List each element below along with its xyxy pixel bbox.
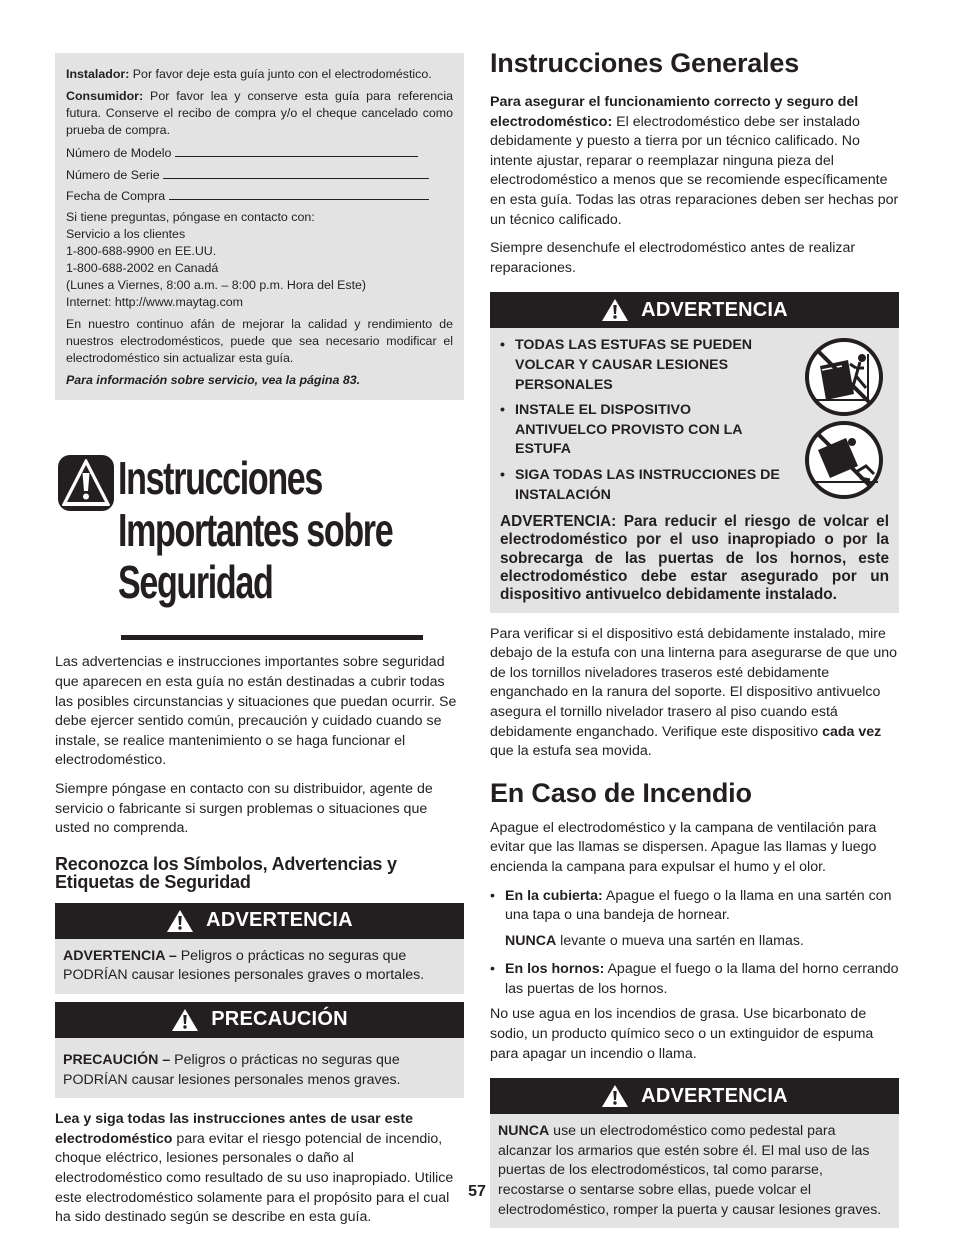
contact-line: 1-800-688-9900 en EE.UU.: [66, 244, 217, 259]
fire-oven-label: En los hornos:: [505, 961, 605, 978]
warning-banner-title: ADVERTENCIA: [206, 909, 353, 932]
pedestal-warning-title: ADVERTENCIA: [641, 1084, 788, 1107]
anti-tip-list: [500, 336, 780, 505]
verify-text: Para verificar si el dispositivo está debidamente instalado, mire debajo de la estufa con una linterna para asegurarse de que uno de los tornillos niveladores traseros esté debidamente enganchado en la ranura del soporte. El dispositivo antivuelco asegura el tornillo nivelador trasero al piso cuando está debidamente enganchado. Verifique este dispositivo: [490, 625, 898, 740]
installer-label: Instalador:: [66, 67, 130, 81]
anti-tip-item: • SIGA TODAS LAS INSTRUCCIONES DE INSTALACIÓN: [500, 466, 780, 505]
fire-oven-text: Apague el fuego o la llama del horno cerrando las puertas de los hornos.: [505, 961, 899, 997]
grease-fire-paragraph: No use agua en los incendios de grasa. Use bicarbonato de sodio, un producto químico seco o un extinguidor de espuma para apagar un incendio o llama.: [490, 1006, 874, 1062]
purchase-date-label: Fecha de Compra: [66, 189, 166, 204]
fire-list-item: [490, 960, 899, 999]
fire-heading: En Caso de Incendio: [490, 777, 752, 808]
pedestal-warning-banner: [490, 1078, 899, 1114]
warning-triangle-icon: [171, 1008, 199, 1032]
page-title: [118, 452, 503, 608]
contact-line: Si tiene preguntas, póngase en contacto con:: [66, 210, 315, 225]
warning-triangle-icon: [601, 298, 629, 322]
improvement-note: En nuestro continuo afán de mejorar la calidad y rendimiento de nuestros electrodomésticos, puede que sea necesario modificar el electrodoméstico sin actualizar esta guía.: [66, 316, 453, 365]
symbols-heading: Reconozca los Símbolos, Advertencias y Etiquetas de Seguridad: [55, 853, 397, 892]
title-line: Seguridad: [118, 556, 273, 609]
general-paragraph: [490, 93, 899, 230]
caution-definition: [55, 1038, 464, 1098]
page-number: 57: [468, 1183, 486, 1200]
fire-paragraph: Apague el electrodoméstico y la campana de ventilación para evitar que las llamas se dispersen. Apague las llamas y luego encienda la campana para expulsar el humo y el olor.: [490, 819, 877, 875]
warning-definition: [55, 939, 464, 994]
safety-title-block: [55, 452, 464, 642]
model-number-field: [175, 144, 418, 157]
caution-banner: [55, 1002, 464, 1038]
model-number-label: Número de Modelo: [66, 145, 172, 160]
warning-definition-label: ADVERTENCIA –: [63, 947, 177, 964]
right-column: [490, 48, 899, 1228]
service-reference: Para información sobre servicio, vea la página 83.: [66, 372, 361, 387]
purchase-date-field: [169, 187, 429, 200]
contact-paragraph: Siempre póngase en contacto con su distribuidor, agente de servicio o fabricante si surgen problemas o situaciones que usted no comprenda.: [55, 780, 433, 837]
title-underline: [121, 635, 423, 640]
verify-bold: cada vez: [822, 723, 882, 740]
general-bold: Para asegurar el funcionamiento correcto y seguro del electrodoméstico:: [490, 94, 859, 130]
warning-definition-box: [55, 903, 464, 994]
left-column: [55, 53, 464, 1237]
anti-tip-warning-box: [490, 292, 899, 612]
fire-cooktop-text: Apague el fuego o la llama en una sartén con una tapa o una bandeja de hornear.: [505, 887, 892, 924]
never-text: levante o mueva una sartén en llamas.: [556, 932, 804, 949]
consumer-text: Por favor lea y conserve esta guía para referencia futura. Conserve el recibo de compra y/o el cheque cancelado como prueba de compra.: [66, 88, 453, 137]
general-instructions-heading: Instrucciones Generales: [490, 48, 800, 78]
warning-triangle-icon: [601, 1084, 629, 1108]
tip-over-prohibition-icon: [802, 338, 888, 502]
contact-line: (Lunes a Viernes, 8:00 a.m. – 8:00 p.m. Hora del Este): [66, 277, 367, 292]
anti-tip-body: [490, 328, 899, 612]
read-instructions-paragraph: [55, 1110, 464, 1228]
anti-tip-item: • TODAS LAS ESTUFAS SE PUEDEN VOLCAR Y CAUSAR LESIONES PERSONALES: [500, 336, 780, 395]
never-move-pan: [490, 932, 899, 952]
warning-banner: [55, 903, 464, 939]
general-text: El electrodoméstico debe ser instalado debidamente y puesto a tierra por un técnico calificado. No intente ajustar, reparar o reemplazar ninguna pieza del electrodoméstico a menos que se recomiende específicamente en esta guía. Todas las otras reparaciones deben ser hechas por un técnico calificado.: [490, 113, 899, 228]
warning-triangle-icon: [57, 454, 115, 512]
fire-list: [490, 960, 899, 999]
unplug-paragraph: Siempre desenchufe el electrodoméstico antes de realizar reparaciones.: [490, 240, 856, 276]
never-label: NUNCA: [505, 932, 557, 949]
verify-end: que la estufa sea movida.: [490, 743, 652, 760]
consumer-label: Consumidor:: [66, 88, 144, 103]
verify-paragraph: [490, 625, 899, 762]
caution-definition-box: [55, 1002, 464, 1098]
intro-paragraph: Las advertencias e instrucciones importantes sobre seguridad que aparecen en esta guía no están destinadas a cubrir todas las posibles circunstancias y situaciones que puedan ocurrir. Se debe ejercer sentido común, precaución y cuidado cuando se instale, se realice mantenimiento o se haga funcionar el electrodoméstico.: [55, 654, 457, 769]
caution-banner-title: PRECAUCIÓN: [211, 1008, 348, 1031]
pedestal-warning-box: [490, 1078, 899, 1228]
fire-list: [490, 887, 899, 926]
anti-tip-banner-title: ADVERTENCIA: [641, 298, 788, 321]
title-line: Importantes sobre: [118, 504, 393, 557]
pedestal-warning-body: [490, 1114, 899, 1228]
anti-tip-item: • INSTALE EL DISPOSITIVO ANTIVUELCO PROVISTO CON LA ESTUFA: [500, 401, 780, 460]
contact-line: 1-800-688-2002 en Canadá: [66, 261, 219, 276]
installer-text: Por favor deje esta guía junto con el electrodoméstico.: [129, 67, 432, 81]
contact-line: Servicio a los clientes: [66, 227, 186, 242]
fire-list-item: [490, 887, 899, 926]
contact-block: [66, 209, 453, 310]
caution-definition-text: Peligros o prácticas no seguras que PODRÍAN causar lesiones personales menos graves.: [63, 1051, 401, 1088]
contact-website: Internet: http://www.maytag.com: [66, 294, 243, 309]
title-line: Instrucciones: [118, 452, 323, 505]
warning-triangle-icon: [166, 909, 194, 933]
serial-number-field: [163, 166, 429, 179]
pedestal-warning-label: NUNCA: [498, 1123, 550, 1140]
owner-info-box: [55, 53, 464, 400]
warning-definition-text: Peligros o prácticas no seguras que PODRÍAN causar lesiones personales graves o mortales.: [63, 947, 425, 984]
serial-number-label: Número de Serie: [66, 167, 160, 182]
fire-cooktop-label: En la cubierta:: [505, 887, 603, 904]
caution-definition-label: PRECAUCIÓN –: [63, 1051, 171, 1068]
read-instructions-bold: Lea y siga todas las instrucciones antes de usar este electrodoméstico: [55, 1111, 413, 1147]
anti-tip-warning-text: ADVERTENCIA: Para reducir el riesgo de volcar el electrodoméstico por el uso inapropiado o por la sobrecarga de las puertas de los hornos, este electrodoméstico debe estar asegurado por un dispositivo antivuelco debidamente instalado.: [500, 513, 889, 604]
anti-tip-banner: [490, 292, 899, 328]
pedestal-warning-text: use un electrodoméstico como pedestal para alcanzar los armarios que estén sobre él. El mal uso de las puertas de los electrodomésticos, tal como pararse, recostarse o sentarse sobre ellas, puede volcar el electrodoméstico, romper la puerta y causar lesiones graves.: [498, 1123, 882, 1218]
read-instructions-text: para evitar el riesgo potencial de incendio, choque eléctrico, lesiones personales o daño al electrodoméstico como resultado de su uso inapropiado. Utilice este electrodoméstico solamente para el propósito para el cual ha sido destinado según se describe en esta guía.: [55, 1130, 454, 1226]
